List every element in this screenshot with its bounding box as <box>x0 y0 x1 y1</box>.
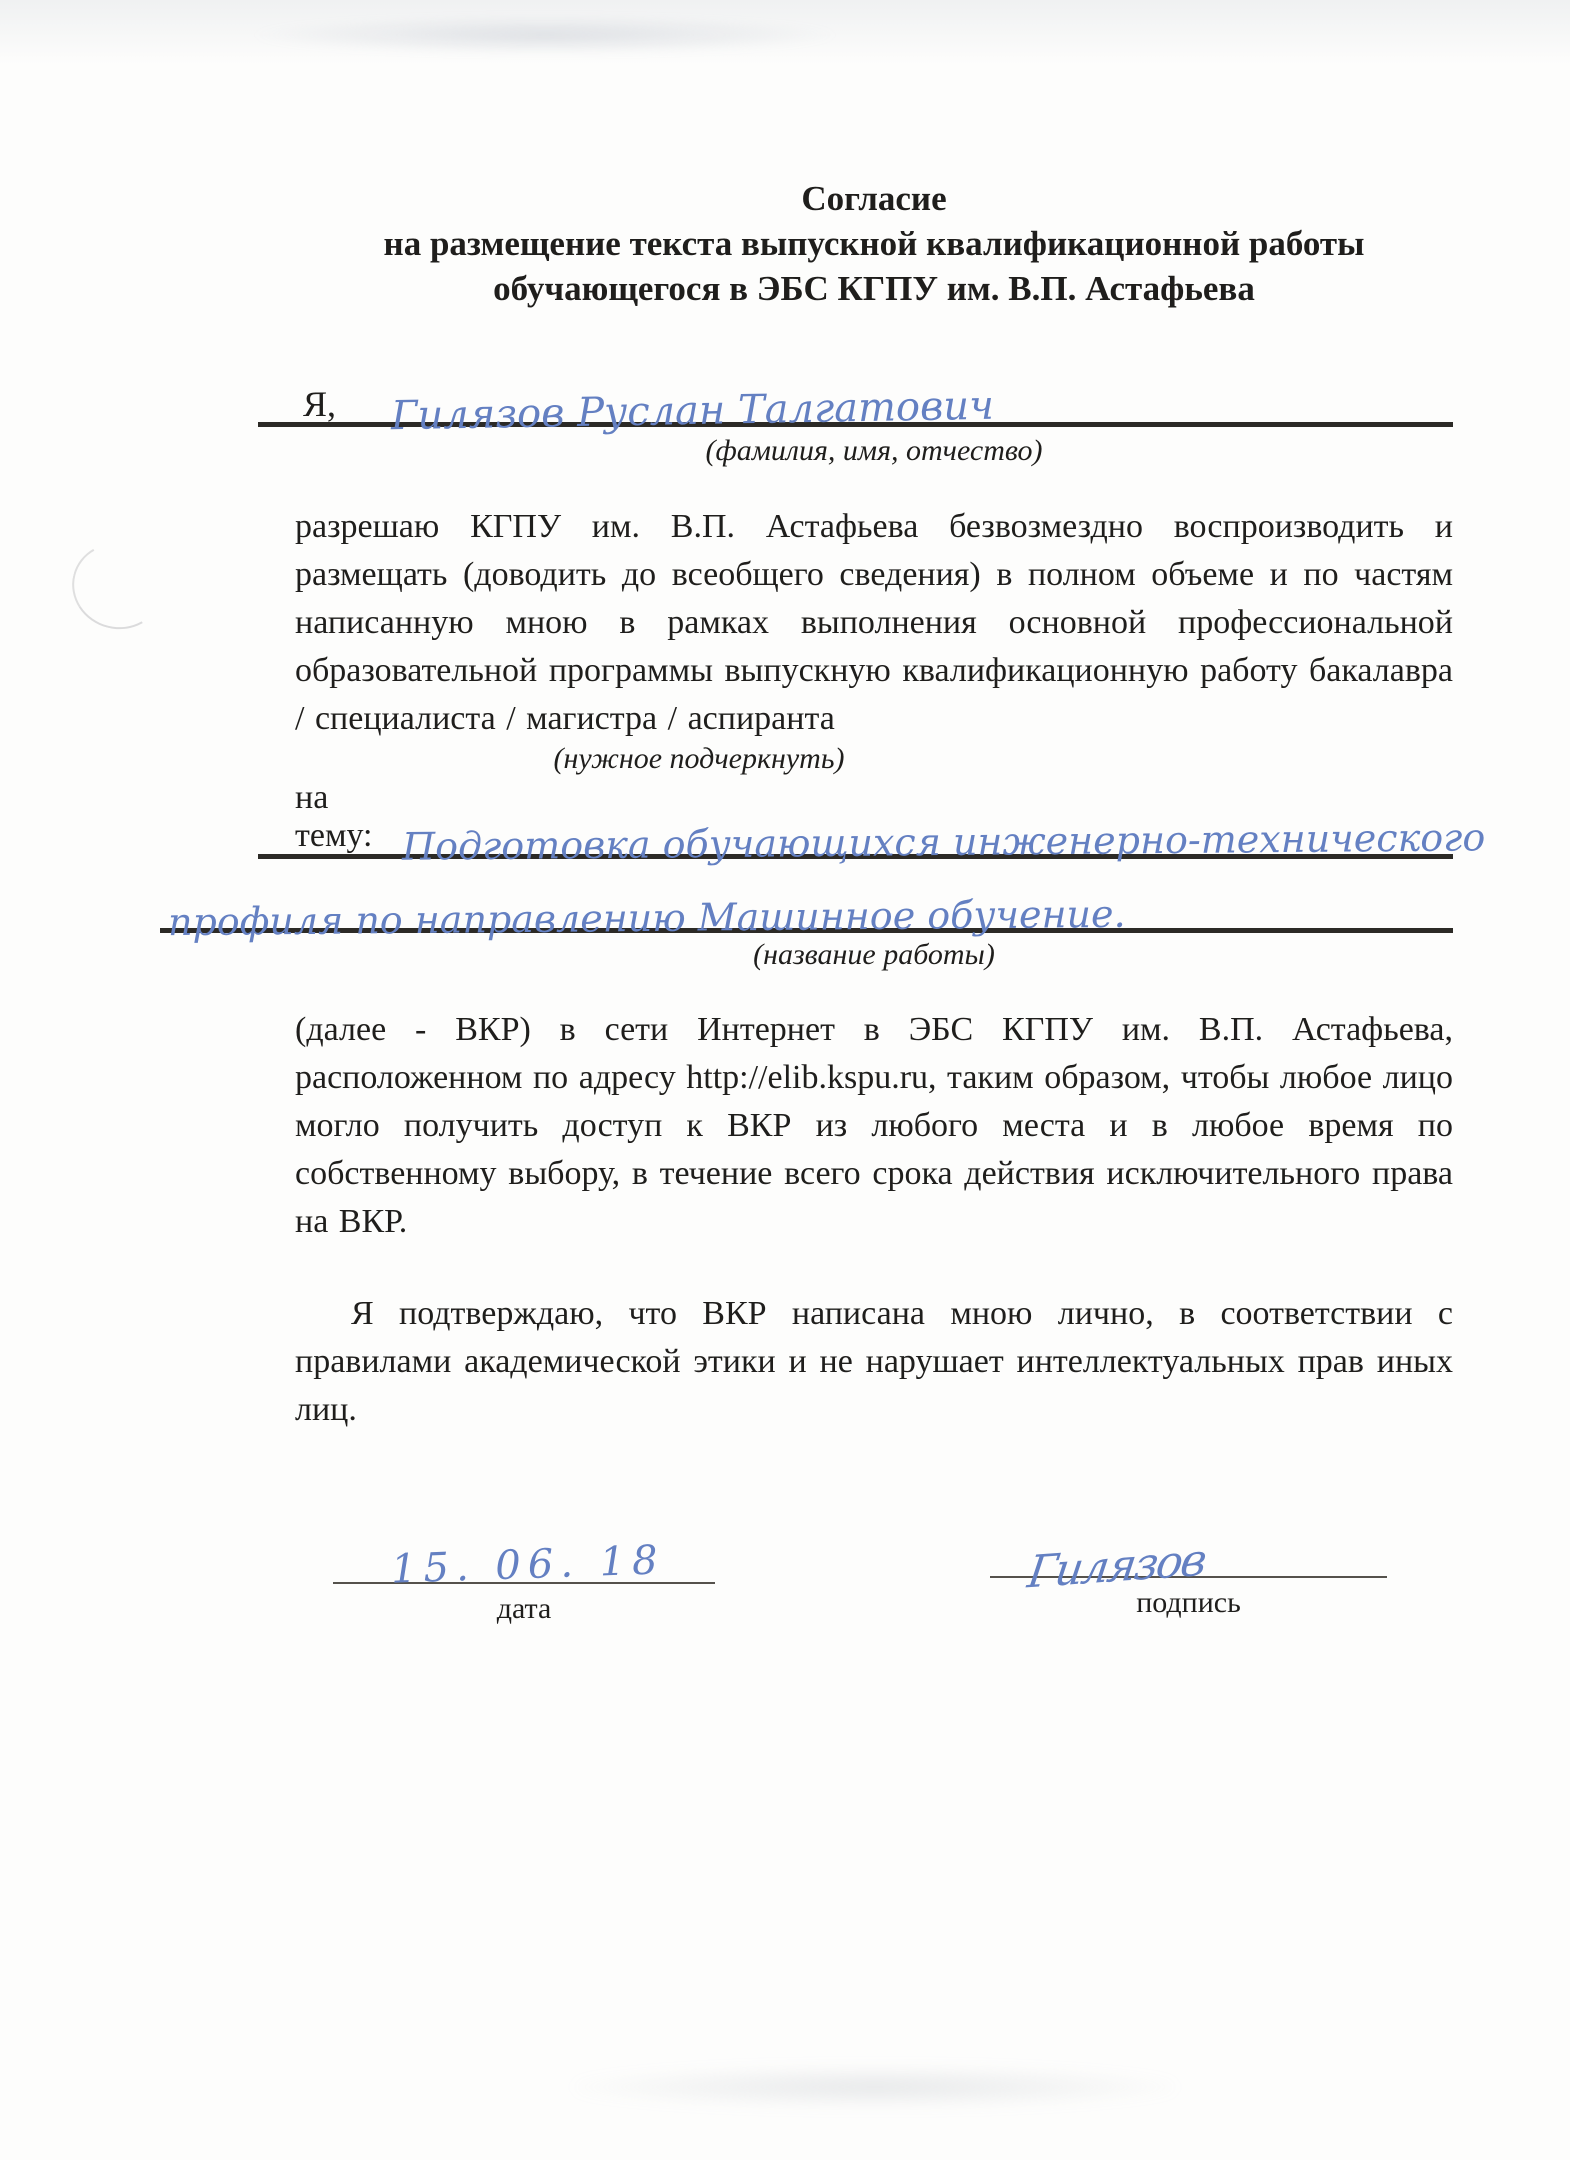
vkr-paragraph: (далее - ВКР) в сети Интернет в ЭБС КГПУ им. В.П. Астафьева, расположенном по адресу http://elib.kspu.ru, таким образом, чтобы любое лицо могло получить доступ к ВКР из любого места и в любое время по собственному выбору, в течение всего срока действия исключительного права на ВКР. <box>295 1011 1453 1240</box>
date-caption: дата <box>496 1592 552 1625</box>
signature-block <box>990 1522 1387 1620</box>
signature-caption: подпись <box>1136 1586 1241 1619</box>
date-block <box>333 1528 715 1626</box>
topic-handwritten-line2: профиля по направлению Машинное обучение. <box>167 891 1126 945</box>
date-handwritten: 15. 06. 18 <box>390 1537 666 1593</box>
scan-circle-mark <box>63 533 173 639</box>
topic-label: на тему: <box>295 779 373 854</box>
permission-paragraph: разрешаю КГПУ им. В.П. Астафьева безвозмездно воспроизводить и размещать (доводить до всеобщего сведения) в полном объеме и по частям написанную мною в рамках выполнения основной профессиональной образовательной программы выпускную квалификационную работу бакалавра / специалиста / магистра / аспиранта <box>295 508 1453 737</box>
underline-note: (нужное подчеркнуть) <box>553 742 845 775</box>
signature-line <box>990 1522 1387 1599</box>
signature-scrawl: Гилязов <box>1024 1534 1209 1599</box>
document-header <box>295 176 1453 311</box>
declarant-prefix: Я, <box>303 384 337 424</box>
document-title: Согласие <box>801 179 947 218</box>
fullname-fill-line <box>258 352 1453 440</box>
fullname-handwritten: Гилязов Руслан Талгатович <box>390 382 995 440</box>
scan-smudge-top <box>255 16 835 54</box>
topic-fill-line-1 <box>258 779 1486 869</box>
topic-caption: (название работы) <box>753 938 995 971</box>
scan-noise-bottom <box>575 2066 1175 2108</box>
topic-fill-line-2 <box>160 864 1453 945</box>
document-subtitle-line2: обучающегося в ЭБС КГПУ им. В.П. Астафьева <box>493 269 1255 308</box>
fullname-caption: (фамилия, имя, отчество) <box>705 434 1043 467</box>
topic-handwritten-line1: Подготовка обучающихся инженерно-технического <box>402 815 1486 869</box>
document-subtitle-line1: на размещение текста выпускной квалификационной работы <box>383 224 1365 263</box>
confirmation-paragraph: Я подтверждаю, что ВКР написана мною лично, в соответствии с правилами академической этики и не нарушает интеллектуальных прав иных лиц. <box>295 1295 1453 1428</box>
date-line <box>333 1528 715 1593</box>
